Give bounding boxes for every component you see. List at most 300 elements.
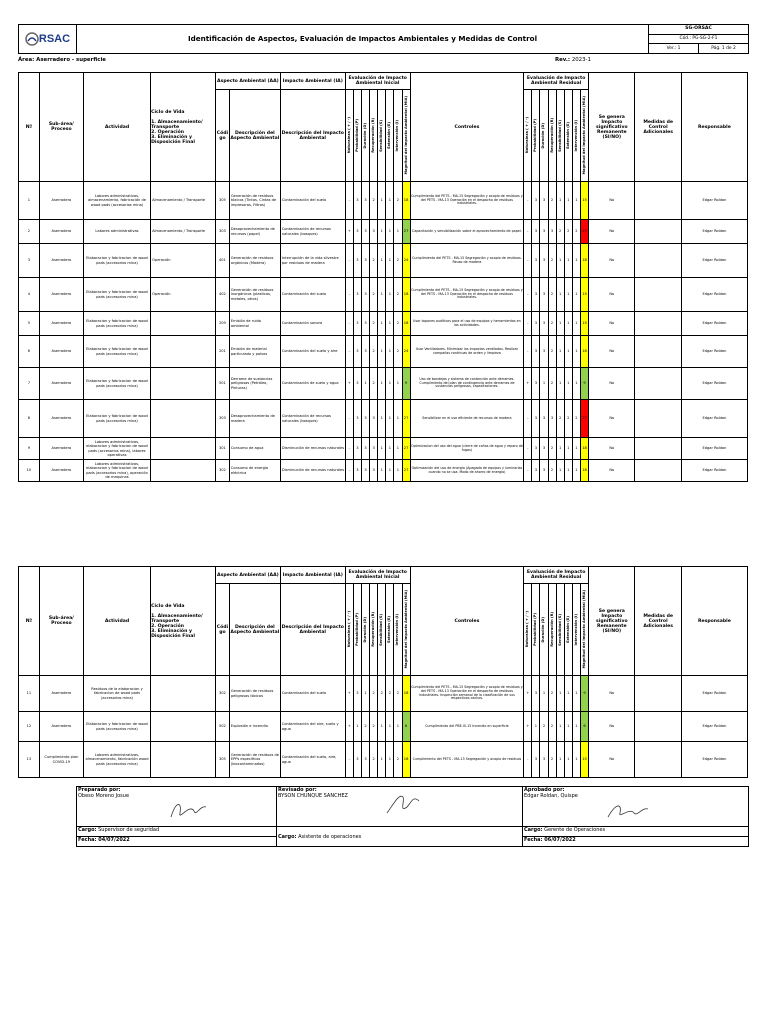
rev-label: Rev.: <box>555 57 571 63</box>
row-number: 7 <box>19 368 40 400</box>
row-actividad: Labores administrativas, elaboracion y fabricacion de wood pads (accesorios mina), operación de maquinas <box>83 460 150 482</box>
table-row <box>19 312 748 336</box>
row-residual-intervencion: 1 <box>572 312 580 336</box>
row-residual-naturaleza: - <box>524 278 532 312</box>
row-aspecto: Generación de residuos tóxicos (Tintas, Cintas de impresoras, Filtros) <box>229 182 280 220</box>
row-initial-magnitud: 27 <box>402 400 410 438</box>
row-residual-extension: 1 <box>564 336 572 368</box>
row-impacto: Disminución de recursos naturales <box>280 460 345 482</box>
row-initial-naturaleza: - <box>345 438 353 460</box>
col-magnitud: Magnitud del Impacto Ambiental (MIA) <box>402 584 410 676</box>
row-significativo: No <box>589 244 635 278</box>
row-residual-naturaleza: - <box>524 438 532 460</box>
row-initial-sensibilidad: 1 <box>378 220 386 244</box>
row-codigo: 303 <box>215 400 229 438</box>
row-residual-sensibilidad: 1 <box>556 460 564 482</box>
row-residual-sensibilidad: 1 <box>556 244 564 278</box>
col-aa-group: Aspecto Ambiental (AA) <box>215 73 280 90</box>
row-medidas <box>635 220 681 244</box>
row-initial-extension: 1 <box>386 460 394 482</box>
col-res-sensibilidad: Sensibilidad (S) <box>556 90 564 182</box>
rev-line <box>555 57 591 63</box>
col-eval-res-group: Evaluación de Impacto Ambiental Residual <box>524 567 589 584</box>
col-subarea: Sub-área/ Proceso <box>39 567 83 676</box>
row-initial-naturaleza: - <box>345 244 353 278</box>
col-desc-ia: Descripción del Impacto Ambiental <box>280 90 345 182</box>
row-initial-naturaleza: - <box>345 742 353 778</box>
row-ciclo <box>151 742 216 778</box>
col-codigo: Código <box>215 584 229 676</box>
row-residual-sensibilidad: 1 <box>556 182 564 220</box>
row-medidas <box>635 438 681 460</box>
row-residual-sensibilidad: 1 <box>556 312 564 336</box>
aspects-table-2 <box>18 566 748 778</box>
table-row <box>19 278 748 312</box>
col-eval-res-group: Evaluación de Impacto Ambiental Residual <box>524 73 589 90</box>
row-actividad: Elaboracion y fabricacion de wood pads (accesorios mina) <box>83 278 150 312</box>
row-ciclo <box>151 336 216 368</box>
col-res-sensibilidad: Sensibilidad (S) <box>556 584 564 676</box>
row-initial-sensibilidad: 1 <box>378 400 386 438</box>
col-ia-group: Impacto Ambiental (IA) <box>280 73 345 90</box>
row-responsable: Edgar Roldan <box>681 220 747 244</box>
col-res-magnitud: Magnitud del Impacto Ambiental (MIA) <box>580 90 588 182</box>
row-impacto: Contaminación del aire, suelo y agua <box>280 712 345 742</box>
col-sensibilidad: Sensibilidad (S) <box>378 90 386 182</box>
row-residual-probabilidad: 3 <box>532 438 540 460</box>
row-initial-probabilidad: 3 <box>353 220 361 244</box>
doc-code: Cód.: PG-SG-2-F1 <box>649 34 749 44</box>
row-residual-naturaleza: - <box>524 182 532 220</box>
row-initial-magnitud: 27 <box>402 460 410 482</box>
row-initial-recuperacion: 2 <box>370 182 378 220</box>
row-impacto: Disminución de recursos naturales <box>280 438 345 460</box>
col-res-probabilidad: Probabilidad (P) <box>532 90 540 182</box>
row-residual-recuperacion: 2 <box>548 676 556 712</box>
row-residual-naturaleza: - <box>524 220 532 244</box>
row-residual-recuperacion: 2 <box>548 712 556 742</box>
row-initial-sensibilidad: 1 <box>378 438 386 460</box>
row-initial-recuperacion: 3 <box>370 400 378 438</box>
row-significativo: No <box>589 742 635 778</box>
row-residual-duracion: 3 <box>540 278 548 312</box>
prepared-cargo: Cargo: Supervisor de seguridad <box>77 827 277 837</box>
row-ciclo <box>151 676 216 712</box>
row-number: 3 <box>19 244 40 278</box>
row-impacto: Contaminación de recursos naturales (bosques) <box>280 220 345 244</box>
row-initial-recuperacion: 2 <box>370 244 378 278</box>
row-number: 6 <box>19 336 40 368</box>
row-ciclo <box>151 312 216 336</box>
row-responsable: Edgar Roldan <box>681 278 747 312</box>
row-initial-magnitud: 24 <box>402 336 410 368</box>
row-initial-magnitud: 18 <box>402 278 410 312</box>
row-subarea: Aserradero <box>39 182 83 220</box>
row-initial-probabilidad: 3 <box>353 438 361 460</box>
table-group-header <box>19 567 748 584</box>
area-label: Área: <box>18 57 35 63</box>
row-actividad: Labores administrativas, almacenamiento, fabricación wood pads (accesorios mina) <box>83 742 150 778</box>
row-significativo: No <box>589 712 635 742</box>
row-residual-intervencion: 1 <box>572 712 580 742</box>
row-initial-extension: 1 <box>386 220 394 244</box>
row-codigo: 302 <box>215 460 229 482</box>
row-medidas <box>635 460 681 482</box>
row-ciclo <box>151 368 216 400</box>
row-number: 5 <box>19 312 40 336</box>
row-residual-extension: 2 <box>564 400 572 438</box>
row-initial-intervencion: 2 <box>394 244 402 278</box>
row-aspecto: Generación de residuos peligrosos tóxicos <box>229 676 280 712</box>
row-initial-naturaleza: - <box>345 182 353 220</box>
row-responsable: Edgar Roldan <box>681 438 747 460</box>
row-initial-recuperacion: 3 <box>370 438 378 460</box>
row-residual-probabilidad: 3 <box>532 244 540 278</box>
row-initial-magnitud: 24 <box>402 244 410 278</box>
signature-approved <box>604 799 650 823</box>
row-number: 10 <box>19 460 40 482</box>
row-residual-extension: 1 <box>564 278 572 312</box>
row-residual-intervencion: 1 <box>572 278 580 312</box>
row-initial-duracion: 3 <box>361 244 369 278</box>
row-residual-probabilidad: 3 <box>532 182 540 220</box>
table-row <box>19 712 748 742</box>
area-line <box>18 57 106 63</box>
row-residual-extension: 1 <box>564 312 572 336</box>
row-medidas <box>635 182 681 220</box>
row-initial-extension: 1 <box>386 244 394 278</box>
row-residual-sensibilidad: 1 <box>556 278 564 312</box>
row-initial-sensibilidad: 1 <box>378 182 386 220</box>
row-responsable: Edgar Roldan <box>681 336 747 368</box>
row-residual-extension: 1 <box>564 182 572 220</box>
col-responsable: Responsable <box>681 567 747 676</box>
row-number: 9 <box>19 438 40 460</box>
row-initial-duracion: 3 <box>361 182 369 220</box>
row-actividad: Elaboracion y fabricacion de wood pads (accesorios mina) <box>83 400 150 438</box>
row-residual-magnitud: 15 <box>580 182 588 220</box>
row-residual-recuperacion: 3 <box>548 220 556 244</box>
row-initial-naturaleza: - <box>345 336 353 368</box>
row-impacto: Contaminación del suelo y aire <box>280 336 345 368</box>
table-row <box>19 244 748 278</box>
row-controles: Usar tapones auditivos para el uso de equipos y herramientas en las actividades. <box>410 312 524 336</box>
row-subarea: Aserradero <box>39 278 83 312</box>
row-initial-duracion: 3 <box>361 278 369 312</box>
signature-reviewed <box>383 791 423 817</box>
row-aspecto: Emisión de ruido ambiental <box>229 312 280 336</box>
row-responsable: Edgar Roldan <box>681 182 747 220</box>
row-residual-probabilidad: 3 <box>532 278 540 312</box>
row-residual-intervencion: 1 <box>572 182 580 220</box>
col-actividad: Actividad <box>83 567 150 676</box>
row-impacto: Contaminación del suelo, aire, agua <box>280 742 345 778</box>
row-number: 12 <box>19 712 40 742</box>
approved-fecha: Fecha: 06/07/2022 <box>523 837 749 847</box>
row-actividad: Elaboracion y fabricacion de wood pads (accesorios mina) <box>83 244 150 278</box>
row-residual-naturaleza: + <box>524 368 532 400</box>
col-duracion: Duración (D) <box>361 90 369 182</box>
row-initial-sensibilidad: 1 <box>378 244 386 278</box>
reviewed-by: Revisado por: BYSON CHUNQUE SANCHEZ <box>277 787 523 827</box>
row-initial-magnitud: 18 <box>402 182 410 220</box>
table-row <box>19 336 748 368</box>
row-initial-sensibilidad: 2 <box>378 676 386 712</box>
row-residual-duracion: 3 <box>540 312 548 336</box>
document-title: Identificación de Aspectos, Evaluación de Impactos Ambientales y Medidas de Control <box>77 25 649 54</box>
row-initial-extension: 1 <box>386 312 394 336</box>
prepared-name: Obeso Moreno Josue <box>78 793 130 799</box>
row-residual-duracion: 3 <box>540 336 548 368</box>
col-desc-aa: Descripción del Aspecto Ambiental <box>229 584 280 676</box>
row-impacto: Contaminación del suelo <box>280 676 345 712</box>
row-controles: Cumplimiento del PETS - MA-15 Segregación y acopio de residuos. Reuso de madera <box>410 244 524 278</box>
row-initial-extension: 1 <box>386 368 394 400</box>
rev-value: 2023-1 <box>571 57 591 63</box>
row-initial-intervencion: 2 <box>394 278 402 312</box>
row-initial-sensibilidad: 1 <box>378 742 386 778</box>
row-residual-recuperacion: 2 <box>548 182 556 220</box>
row-residual-intervencion: 2 <box>572 400 580 438</box>
row-initial-recuperacion: 2 <box>370 368 378 400</box>
col-actividad: Actividad <box>83 73 150 182</box>
row-initial-intervencion: 1 <box>394 220 402 244</box>
row-ciclo: Operación <box>151 278 216 312</box>
col-res-naturaleza: Naturaleza ( + / -) <box>524 90 532 182</box>
row-initial-probabilidad: 3 <box>353 312 361 336</box>
table-row <box>19 438 748 460</box>
row-residual-extension: 1 <box>564 742 572 778</box>
row-significativo: No <box>589 676 635 712</box>
row-initial-extension: 1 <box>386 336 394 368</box>
row-initial-magnitud: 18 <box>402 742 410 778</box>
row-initial-extension: 1 <box>386 438 394 460</box>
col-eval-group: Evaluación de Impacto Ambiental Inicial <box>345 567 410 584</box>
row-initial-intervencion: 2 <box>394 676 402 712</box>
row-residual-probabilidad: 1 <box>532 712 540 742</box>
col-res-naturaleza: Naturaleza ( + / -) <box>524 584 532 676</box>
row-subarea: Aserradero <box>39 460 83 482</box>
row-subarea: Cumplimiento plan COVID-19 <box>39 742 83 778</box>
col-res-magnitud: Magnitud del Impacto Ambiental (MIA) <box>580 584 588 676</box>
row-initial-duracion: 1 <box>361 676 369 712</box>
row-initial-naturaleza: + <box>345 676 353 712</box>
row-aspecto: Desaprovechamiento de madera <box>229 400 280 438</box>
row-residual-magnitud: 18 <box>580 438 588 460</box>
row-significativo: No <box>589 368 635 400</box>
row-codigo: 401 <box>215 244 229 278</box>
approved-name: Edgar Roldan, Quispe <box>524 793 578 799</box>
row-number: 11 <box>19 676 40 712</box>
row-initial-duracion: 2 <box>361 712 369 742</box>
row-impacto: Contaminación de recursos naturales (bosques) <box>280 400 345 438</box>
row-residual-sensibilidad: 2 <box>556 220 564 244</box>
row-initial-recuperacion: 2 <box>370 712 378 742</box>
row-residual-extension: 2 <box>564 220 572 244</box>
row-residual-naturaleza: - <box>524 244 532 278</box>
row-residual-magnitud: 15 <box>580 278 588 312</box>
row-residual-naturaleza: - <box>524 336 532 368</box>
row-subarea: Aserradero <box>39 676 83 712</box>
row-medidas <box>635 368 681 400</box>
row-initial-recuperacion: 2 <box>370 742 378 778</box>
row-residual-sensibilidad: 1 <box>556 742 564 778</box>
row-controles: Usar Ventiladores. Minimizar los impactos ventilados. Realizar campañas continuas de orden y limpieza <box>410 336 524 368</box>
row-initial-naturaleza: + <box>345 712 353 742</box>
col-subarea: Sub-área/ Proceso <box>39 73 83 182</box>
row-initial-probabilidad: 1 <box>353 712 361 742</box>
row-residual-recuperacion: 2 <box>548 460 556 482</box>
row-residual-recuperacion: 2 <box>548 438 556 460</box>
row-initial-extension: 1 <box>386 278 394 312</box>
col-ia-group: Impacto Ambiental (IA) <box>280 567 345 584</box>
row-ciclo: Operación <box>151 244 216 278</box>
row-residual-probabilidad: 3 <box>532 460 540 482</box>
row-controles: Cumplimiento del PETS - MA-15 Segregación y acopio de residuos <box>410 742 524 778</box>
row-residual-recuperacion: 2 <box>548 278 556 312</box>
col-controles: Controles <box>410 73 524 182</box>
row-initial-extension: 1 <box>386 182 394 220</box>
prepared-fecha: Fecha: 04/07/2022 <box>77 837 277 847</box>
row-controles: Uso de bandejas y sistema de contención ante derrames. Cumplimiento del plan de contingencia ante derrames de sustancias peligrosas, capacitaciones. <box>410 368 524 400</box>
row-residual-intervencion: 1 <box>572 460 580 482</box>
row-codigo: 302 <box>215 676 229 712</box>
col-res-intervencion: Intervención (I) <box>572 584 580 676</box>
row-actividad: Labores administrativas, almacenamiento, fabricación de wood pads (accesorios mina) <box>83 182 150 220</box>
row-residual-duracion: 3 <box>540 438 548 460</box>
row-residual-extension: 1 <box>564 244 572 278</box>
row-initial-extension: 2 <box>386 676 394 712</box>
row-actividad: Labores administrativas, elaboracion y fabricacion de wood pads (accesorios mina), labores operativas <box>83 438 150 460</box>
row-residual-naturaleza: + <box>524 676 532 712</box>
row-significativo: No <box>589 400 635 438</box>
row-residual-magnitud: 15 <box>580 312 588 336</box>
col-extension: Extensión (E) <box>386 90 394 182</box>
row-initial-naturaleza: - <box>345 278 353 312</box>
row-initial-sensibilidad: 1 <box>378 460 386 482</box>
row-ciclo <box>151 460 216 482</box>
row-initial-recuperacion: 2 <box>370 312 378 336</box>
row-residual-magnitud: 6 <box>580 712 588 742</box>
row-residual-duracion: 3 <box>540 742 548 778</box>
row-residual-sensibilidad: 1 <box>556 712 564 742</box>
row-residual-magnitud: 9 <box>580 368 588 400</box>
col-medidas: Medidas de Control Adicionales <box>635 73 681 182</box>
table-row <box>19 220 748 244</box>
row-initial-magnitud: 6 <box>402 712 410 742</box>
row-residual-intervencion: 1 <box>572 742 580 778</box>
row-aspecto: Derrame de sustancias peligrosas (Petróleo, Pinturas) <box>229 368 280 400</box>
row-initial-extension: 1 <box>386 400 394 438</box>
row-initial-recuperacion: 2 <box>370 336 378 368</box>
row-actividad: Labores administrativas <box>83 220 150 244</box>
col-desc-ia: Descripción del Impacto Ambiental <box>280 584 345 676</box>
row-initial-duracion: 3 <box>361 312 369 336</box>
row-initial-extension: 1 <box>386 742 394 778</box>
row-residual-intervencion: 2 <box>572 220 580 244</box>
row-residual-naturaleza: + <box>524 712 532 742</box>
row-residual-intervencion: 1 <box>572 438 580 460</box>
col-intervencion: Intervención (I) <box>394 90 402 182</box>
row-impacto: Interrupción de la vida silvestre por residuos de madera <box>280 244 345 278</box>
row-residual-magnitud: 15 <box>580 742 588 778</box>
row-significativo: No <box>589 278 635 312</box>
signature-prepared <box>168 799 208 821</box>
row-controles: Optimizacion del uso del agua (cierre de caños de agua y reparo de fugas) <box>410 438 524 460</box>
row-controles: Cumplimiento del PETS - MA-15 Segregación y acopio de residuos y del PETS - MA-13 Operación en el despacho de residuos industriales. <box>410 182 524 220</box>
row-actividad: Elaboracion y fabricacion de wood pads (accesorios mina) <box>83 368 150 400</box>
doc-version: Ver.: 1 <box>649 44 699 54</box>
row-initial-naturaleza: + <box>345 220 353 244</box>
row-number: 13 <box>19 742 40 778</box>
row-number: 8 <box>19 400 40 438</box>
col-probabilidad: Probabilidad (P) <box>353 584 361 676</box>
row-initial-probabilidad: 3 <box>353 278 361 312</box>
row-significativo: No <box>589 220 635 244</box>
row-residual-duracion: 2 <box>540 712 548 742</box>
table-group-header <box>19 73 748 90</box>
row-controles: Optimización del uso de energía (Apagado de equipos y luminarias cuando no se usa. Modo de ahorro de energía) <box>410 460 524 482</box>
row-codigo: 502 <box>215 712 229 742</box>
row-initial-naturaleza: - <box>345 460 353 482</box>
row-residual-intervencion: 1 <box>572 244 580 278</box>
row-actividad: Elaboracion y fabricacion de wood pads (accesorios mina) <box>83 712 150 742</box>
col-intervencion: Intervención (I) <box>394 584 402 676</box>
row-initial-probabilidad: 3 <box>353 742 361 778</box>
row-initial-duracion: 3 <box>361 742 369 778</box>
reviewed-cargo: Cargo: Asistente de operaciones <box>277 827 523 847</box>
col-desc-aa: Descripción del Aspecto Ambiental <box>229 90 280 182</box>
row-residual-extension: 1 <box>564 676 572 712</box>
col-recuperacion: Recuperación (R) <box>370 584 378 676</box>
row-residual-extension: 1 <box>564 712 572 742</box>
row-residual-recuperacion: 2 <box>548 742 556 778</box>
row-residual-magnitud: 18 <box>580 336 588 368</box>
row-responsable: Edgar Roldan <box>681 712 747 742</box>
row-residual-duracion: 3 <box>540 220 548 244</box>
document-header <box>18 24 748 54</box>
row-subarea: Aserradero <box>39 368 83 400</box>
row-residual-probabilidad: 3 <box>532 400 540 438</box>
row-residual-magnitud: 27 <box>580 220 588 244</box>
row-initial-duracion: 3 <box>361 438 369 460</box>
row-codigo: 201 <box>215 336 229 368</box>
row-aspecto: Generación de residuos de EPPs especificos (biocontaminados) <box>229 742 280 778</box>
company-logo <box>19 25 77 54</box>
row-aspecto: Generación de residuos inorgánicos (plasticos, metales, otros) <box>229 278 280 312</box>
row-residual-duracion: 3 <box>540 460 548 482</box>
row-initial-sensibilidad: 1 <box>378 336 386 368</box>
row-responsable: Edgar Roldan <box>681 368 747 400</box>
row-controles: Cumplimiento del PBE-IS-15 Incendio en superficie <box>410 712 524 742</box>
row-aspecto: Generación de residuos orgánicos (Madera) <box>229 244 280 278</box>
row-medidas <box>635 244 681 278</box>
row-medidas <box>635 400 681 438</box>
row-subarea: Aserradero <box>39 400 83 438</box>
col-naturaleza: Naturaleza ( + / -) <box>345 90 353 182</box>
row-residual-duracion: 3 <box>540 244 548 278</box>
row-actividad: Residuos de la elaboracion y fabricacion de wood pads (accesorios mina) <box>83 676 150 712</box>
row-residual-extension: 1 <box>564 438 572 460</box>
row-initial-sensibilidad: 1 <box>378 278 386 312</box>
row-residual-duracion: 3 <box>540 400 548 438</box>
row-residual-naturaleza: - <box>524 400 532 438</box>
row-controles: Cumplimiento del PETS - MA-15 Segregación y acopio de residuos y del PETS - MA-13 Operación en el despacho de residuos industriales. <box>410 278 524 312</box>
row-residual-probabilidad: 3 <box>532 336 540 368</box>
row-ciclo <box>151 438 216 460</box>
row-codigo: 305 <box>215 182 229 220</box>
row-residual-probabilidad: 3 <box>532 676 540 712</box>
